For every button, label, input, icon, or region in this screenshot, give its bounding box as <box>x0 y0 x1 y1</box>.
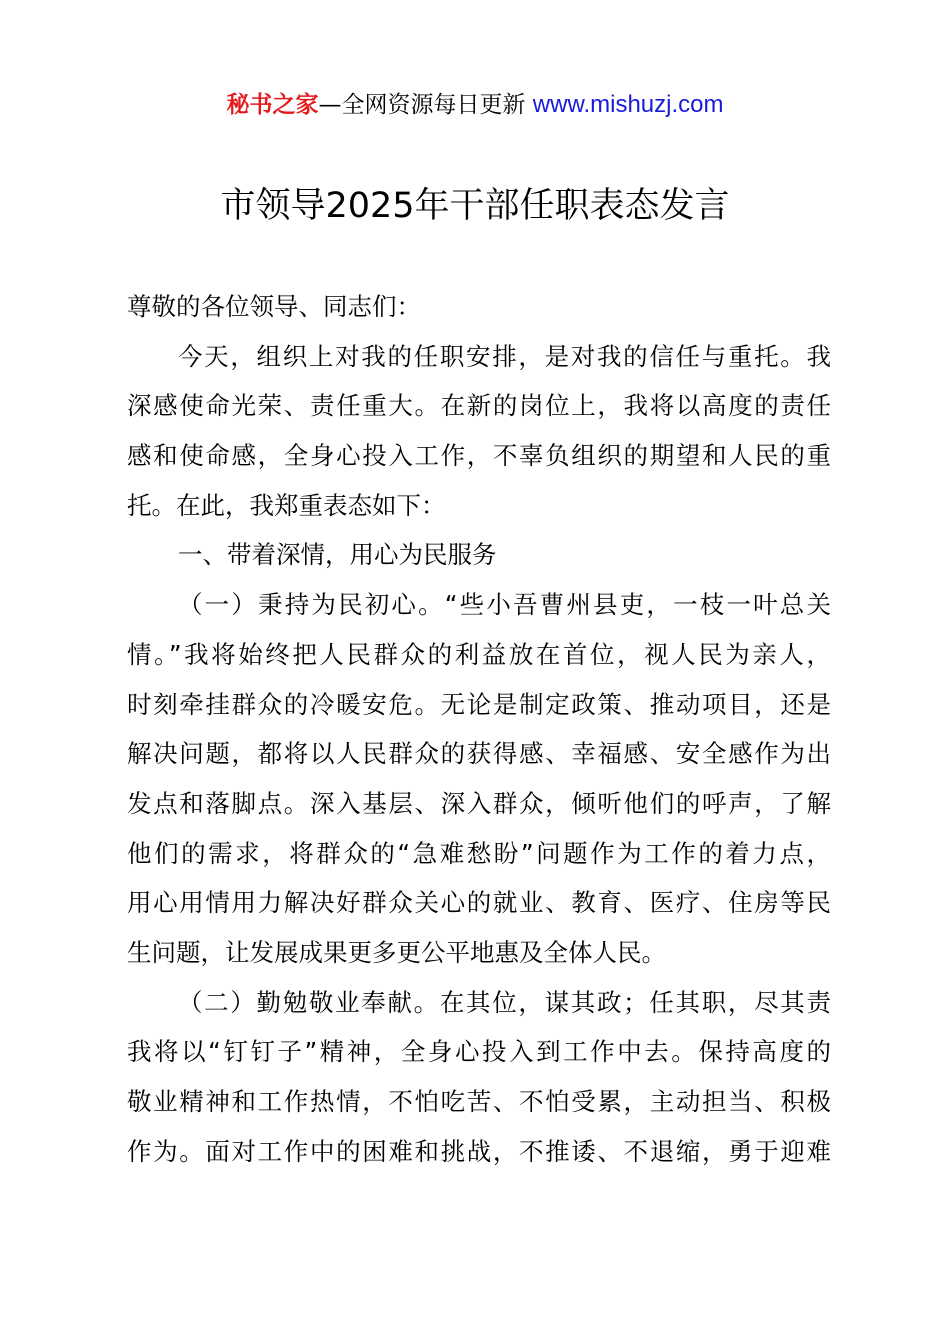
salutation: 尊敬的各位领导、同志们： <box>127 292 421 321</box>
site-header <box>0 88 950 122</box>
paragraph-line: 感和使命感，全身心投入工作，不辜负组织的期望和人民的重 <box>127 441 831 471</box>
site-brand: 秘书之家 <box>226 92 319 118</box>
site-slogan: —全网资源每日更新 <box>318 92 533 118</box>
paragraph-line: 用心用情用力解决好群众关心的就业、教育、医疗、住房等民 <box>127 888 831 918</box>
document-title: 市领导2025年干部任职表态发言 <box>220 186 730 226</box>
document-body <box>127 282 831 1176</box>
paragraph-line: 时刻牵挂群众的冷暖安危。无论是制定政策、推动项目，还是 <box>127 689 831 719</box>
section-heading: 一、带着深情，用心为民服务 <box>178 540 497 570</box>
paragraph-line: 作为。面对工作中的困难和挑战，不推诿、不退缩，勇于迎难 <box>127 1136 831 1166</box>
paragraph-line: 生问题，让发展成果更多更公平地惠及全体人民。 <box>127 937 666 967</box>
paragraph-line: 解决问题，都将以人民群众的获得感、幸福感、安全感作为出 <box>127 739 831 769</box>
paragraph-line: 今天，组织上对我的任职安排，是对我的信任与重托。我 <box>178 341 831 371</box>
paragraph-line: 敬业精神和工作热情，不怕吃苦、不怕受累，主动担当、积极 <box>127 1087 831 1116</box>
paragraph-line: （一）秉持为民初心。“些小吾曹州县吏，一枝一叶总关 <box>178 590 831 620</box>
paragraph-line: 我将以“钉钉子”精神，全身心投入到工作中去。保持高度的 <box>127 1037 831 1067</box>
paragraph-line: 他们的需求，将群众的“急难愁盼”问题作为工作的着力点， <box>127 838 831 868</box>
paragraph-line: 深感使命光荣、责任重大。在新的岗位上，我将以高度的责任 <box>127 391 831 421</box>
paragraph-line: 发点和落脚点。深入基层、深入群众，倾听他们的呼声，了解 <box>127 788 831 818</box>
paragraph-line: 托。在此，我郑重表态如下： <box>127 490 446 520</box>
paragraph-line: 情。”我将始终把人民群众的利益放在首位，视人民为亲人， <box>127 639 831 669</box>
site-url-link[interactable]: www.mishuzj.com <box>532 91 724 118</box>
paragraph-line: （二）勤勉敬业奉献。在其位，谋其政；任其职，尽其责 <box>178 987 831 1017</box>
